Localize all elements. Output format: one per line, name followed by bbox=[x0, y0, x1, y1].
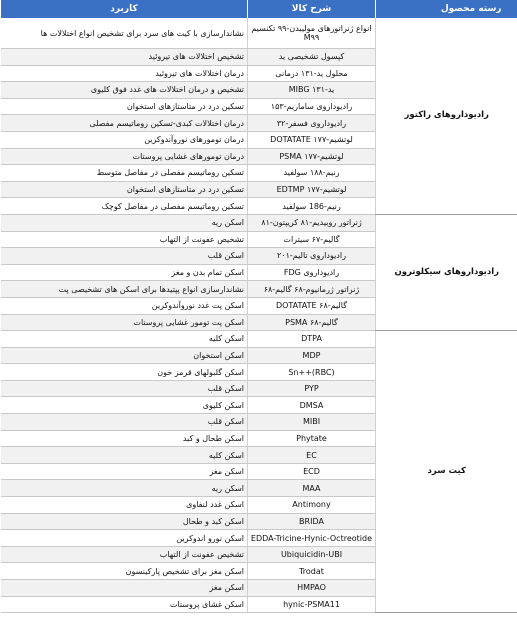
table-row bbox=[1, 18, 517, 49]
description-cell: BRIDA bbox=[248, 513, 376, 530]
description-cell: ECD bbox=[248, 463, 376, 480]
usage-cell: تسکین روماتیسم مفصلی در مفاصل کوچک bbox=[1, 198, 248, 215]
usage-cell: تشخیص عفونت از التهاب bbox=[1, 546, 248, 563]
usage-cell: تشخیص اختلالات های تیروئید bbox=[1, 49, 248, 66]
description-cell: رادیوداروی تالیم-۲۰۱ bbox=[248, 248, 376, 265]
description-cell: ید-۱۳۱ MIBG bbox=[248, 82, 376, 99]
description-cell: لوتشیم-۱۷۷ EDTMP bbox=[248, 181, 376, 198]
usage-cell: درمان تومورهای غشایی پروستات bbox=[1, 148, 248, 165]
usage-cell: اسکن قلب bbox=[1, 248, 248, 265]
description-cell: ژنراتور روبیدیم-۸۱ کریپتون-۸۱ bbox=[248, 214, 376, 231]
description-cell: EDDA-Tricine-Hynic-Octreotide bbox=[248, 530, 376, 547]
description-cell: HMPAO bbox=[248, 580, 376, 597]
usage-cell: اسکن ریه bbox=[1, 480, 248, 497]
usage-cell: اسکن پت غدد نوروآندوکرین bbox=[1, 297, 248, 314]
usage-cell: درمان تومورهای نوروآندوکرین bbox=[1, 131, 248, 148]
usage-cell: اسکن مغز bbox=[1, 580, 248, 597]
description-cell: MIBI bbox=[248, 414, 376, 431]
description-cell: رادیوداروی FDG bbox=[248, 264, 376, 281]
description-cell: محلول ید-۱۳۱ درمانی bbox=[248, 65, 376, 82]
description-cell: Sn++(RBC) bbox=[248, 364, 376, 381]
usage-cell: تشخیص عفونت از التهاب bbox=[1, 231, 248, 248]
description-cell: گالیم-۶۷ سیترات bbox=[248, 231, 376, 248]
table-header-row bbox=[1, 0, 517, 18]
usage-cell: اسکن طحال و کبد bbox=[1, 430, 248, 447]
usage-cell: اسکن پت تومور غشایی پروستات bbox=[1, 314, 248, 331]
description-cell: رنیم-۱۸۸ سولفید bbox=[248, 165, 376, 182]
description-cell: MDP bbox=[248, 347, 376, 364]
description-cell: رادیوداروی فسفر-۳۲ bbox=[248, 115, 376, 132]
description-cell: رادیوداروی ساماریم-۱۵۳ bbox=[248, 98, 376, 115]
usage-cell: تسکین درد در متاستازهای استخوان bbox=[1, 181, 248, 198]
description-cell: لوتشیم-۱۷۷ DOTATATE bbox=[248, 131, 376, 148]
usage-cell: اسکن قلب bbox=[1, 414, 248, 431]
usage-cell: تسکین روماتیسم مفصلی در مفاصل متوسط bbox=[1, 165, 248, 182]
description-cell: Trodat bbox=[248, 563, 376, 580]
usage-cell: اسکن مغز برای تشخیص پارکینسون bbox=[1, 563, 248, 580]
category-cell: رادیوداروهای راکتور bbox=[376, 18, 517, 214]
usage-cell: اسکن غشای پروستات bbox=[1, 596, 248, 613]
usage-cell: اسکن نورو اندوکرین bbox=[1, 530, 248, 547]
description-cell: Phytate bbox=[248, 430, 376, 447]
description-cell: رنیم-186 سولفید bbox=[248, 198, 376, 215]
description-cell: لوتشیم-۱۷۷ PSMA bbox=[248, 148, 376, 165]
table-body bbox=[1, 18, 517, 613]
table-row bbox=[1, 214, 517, 231]
table-row bbox=[1, 331, 517, 348]
usage-cell: درمان اختلالات کبدی-تسکین روماتیسم مفصلی bbox=[1, 115, 248, 132]
description-cell: ژنراتور ژرمانیوم-۶۸ گالیم-۶۸ bbox=[248, 281, 376, 298]
usage-cell: اسکن کلیوی bbox=[1, 397, 248, 414]
usage-cell: اسکن قلب bbox=[1, 380, 248, 397]
description-cell: PYP bbox=[248, 380, 376, 397]
header-category: رسته محصول bbox=[376, 0, 517, 18]
usage-cell: اسکن کلیه bbox=[1, 447, 248, 464]
usage-cell: اسکن کلیه bbox=[1, 331, 248, 348]
description-cell: DTPA bbox=[248, 331, 376, 348]
usage-cell: تشخیص و درمان اختلالات های غدد فوق کلیوی bbox=[1, 82, 248, 99]
usage-cell: اسکن مغز bbox=[1, 463, 248, 480]
description-cell: DMSA bbox=[248, 397, 376, 414]
description-cell: EC bbox=[248, 447, 376, 464]
header-usage: کاربرد bbox=[1, 0, 248, 18]
description-cell: MAA bbox=[248, 480, 376, 497]
description-cell: انواع ژنراتورهای مولیبدن-۹۹ تکنسیم M۹۹ bbox=[248, 18, 376, 49]
usage-cell: اسکن ریه bbox=[1, 214, 248, 231]
header-description: شرح کالا bbox=[248, 0, 376, 18]
usage-cell: اسکن استخوان bbox=[1, 347, 248, 364]
description-cell: hynic-PSMA11 bbox=[248, 596, 376, 613]
description-cell: Ubiquicidin-UBI bbox=[248, 546, 376, 563]
usage-cell: تسکین درد در متاستازهای استخوان bbox=[1, 98, 248, 115]
category-cell: کیت سرد bbox=[376, 331, 517, 613]
usage-cell: درمان اختلالات های تیروئید bbox=[1, 65, 248, 82]
usage-cell: اسکن کبد و طحال bbox=[1, 513, 248, 530]
usage-cell: اسکن گلبولهای قرمز خون bbox=[1, 364, 248, 381]
description-cell: گالیم-۶۸ PSMA bbox=[248, 314, 376, 331]
description-cell: کپسول تشخیصی ید bbox=[248, 49, 376, 66]
description-cell: گالیم-۶۸ DOTATATE bbox=[248, 297, 376, 314]
usage-cell: اسکن غدد لنفاوی bbox=[1, 497, 248, 514]
description-cell: Antimony bbox=[248, 497, 376, 514]
usage-cell: نشاندارسازی انواع پپتیدها برای اسکن های تشخیصی پت bbox=[1, 281, 248, 298]
category-cell: رادیوداروهای سیکلوترون bbox=[376, 214, 517, 330]
usage-cell: نشاندارسازی با کیت های سرد برای تشخیص انواع اختلالات ها bbox=[1, 18, 248, 49]
usage-cell: اسکن تمام بدن و مغز bbox=[1, 264, 248, 281]
